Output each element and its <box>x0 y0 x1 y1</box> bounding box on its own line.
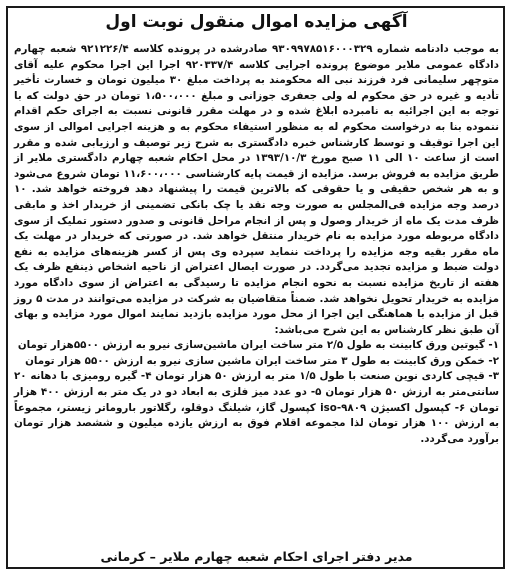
notice-title: آگهی مزایده اموال منقول نوبت اول <box>105 12 408 32</box>
auction-item: ۲- خمکن ورق کابینت به طول ۳ متر ساخت ایران ماشین سازی نیرو به ارزش ۵۵۰۰ هزار تومان <box>25 354 499 367</box>
notice-body-paragraph: به موجب دادنامه شماره ۹۳۰۹۹۷۸۵۱۶۰۰۰۳۲۹ صادرشده در پرونده کلاسه ۹۲۱۲۲۶/۴ شعبه چهارم دادگاه عمومی ملایر موضوع پرونده اجرایی کلاسه ۹۲۰۳۳۷/۴ اجرا این اجرا محکوم علیه آقای متوچهر سلیمانی فرد فرزند نبی اله محکومند به پرداخت مبلغ ۳۰ میلیون تومان و خسارت تأخیر تأدیه و غیره در حق محکوم له ولی جعفری جوزانی و مبلغ ۱،۵۰۰،۰۰۰ تومان در حق دولت که با توجه به این اجرائیه به نامبرده ابلاغ شده و در مهلت مقرر قانونی نسبت به اجرای حکم اقدام ننموده بنا به درخواست محکوم له به منظور استیفاء محکوم به و هزینه اجرایی اموالی از سوی این اجرا توقیف و توسط کارشناس خبره دادگستری به شرح زیر توصیف و ارزیابی شده و مقرر است از ساعت ۱۰ الی ۱۱ صبح مورخ ۱۳۹۳/۱۰/۳ در محل احکام شعبه چهارم دادگستری ملایر از طریق مزایده به فروش برسد. مزایده از قیمت پایه کارشناسی ۱۱،۶۰۰،۰۰۰ تومان شروع می‌شود و به هر شخص حقیقی و یا حقوقی که بالاترین قیمت را پیشنهاد دهد فروخته خواهد شد. ۱۰ درصد وجه مزایده فی‌المجلس به صورت وجه نقد یا چک بانکی تضمینی از خریدار اخذ و مابقی ظرف مدت یک ماه از خریدار وصول و پس از انجام مراحل قانونی و صدور دستور تملیک از سوی دادگاه مربوطه مورد مزایده به نام خریدار منتقل خواهد شد. در صورتی که خریدار در مهلت یک ماه مقرر بقیه وجه مزایده را پرداخت ننماید سپرده وی پس از کسر هزینه‌های مزایده به نفع دولت ضبط و مزایده تجدید می‌گردد. در صورت ایصال اعتراض از ناحیه اشخاص ذینفع ظرف یک هفته از تاریخ مزایده نسبت به نحوه انجام مزایده تا رسیدگی به اعتراض از سوی دادگاه مورد مزایده به خریدار تحویل نخواهد شد. ضمناً متقاضیان به شرکت در مزایده می‌توانند در مدت ۵ روز قبل از مزایده با هماهنگی این اجرا از محل مورد مزایده بازدید نمایند اموال مورد مزایده و بهای آن طبق نظر کارشناس به این شرح می‌باشد: <box>14 43 500 336</box>
notice-body <box>14 42 499 447</box>
signature-line: مدیر دفتر اجرای احکام شعبه چهارم ملایر – کرمانی <box>100 549 413 564</box>
auction-item: ۳- قیچی کاردی نوین صنعت با طول ۱/۵ متر به ارزش ۵۰ هزار تومان ۴- گیره رومیزی با دهانه ۲۰ سانتی‌متر به ارزش ۵۰ هزار تومان ۵- دو عدد میز فلزی به ابعاد دو در یک متر به ارزش ۴۰۰ هزار تومان ۶- کپسول اکسیژن iso-۹۸۰۹ کپسول گاز، شیلنگ دوقلو، رگلاتور باروماتر زیستر، مجموعاً به ارزش ۱۰۰ هزار تومان لذا مجموعه اقلام فوق به ارزش یازده میلیون و ششصد هزار تومان برآورد می‌گردد. <box>14 370 500 445</box>
auction-item: ۱- گیوتین ورق کابینت به طول ۲/۵ متر ساخت ایران ماشین‌سازی نیرو به ارزش ۵۵۰۰هزار تومان <box>17 339 499 352</box>
auction-items-list <box>14 338 499 447</box>
